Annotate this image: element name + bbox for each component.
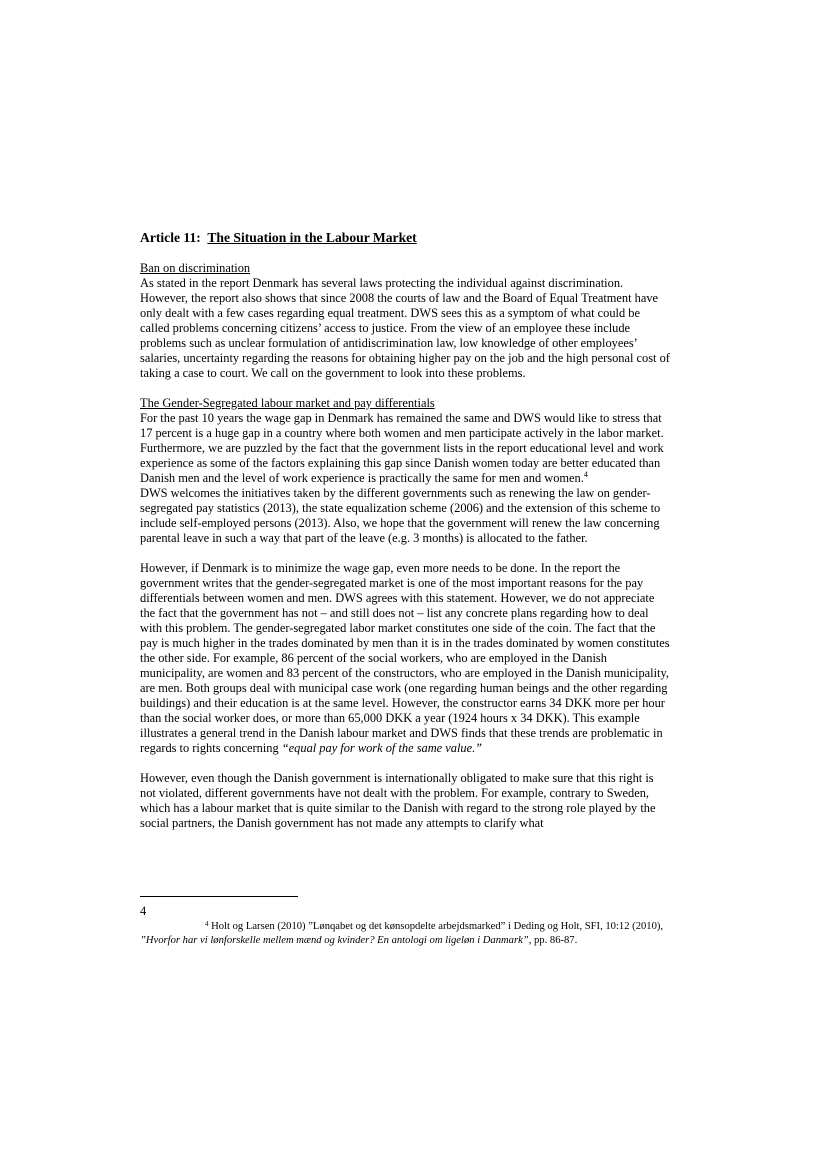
paragraph-initiatives: DWS welcomes the initiatives taken by the different governments such as renewing the law on gender-segregated pay statistics (2013), the state equalization scheme (2006) and the extension of this scheme to include self-employed persons (2013). Also, we hope that the government will renew the law concerning parental leave in such a way that part of the leave (e.g. 3 months) is allocated to the father. bbox=[140, 486, 661, 545]
section-heading-pay-differentials: The Gender-Segregated labour market and pay differentials bbox=[140, 396, 435, 410]
footnote-citation: Holt og Larsen (2010) ”Lønqabet og det kønsopdelte arbejdsmarked” i Deding og Holt, SFI, 10:12 (2010), bbox=[208, 921, 664, 932]
article-title bbox=[140, 229, 670, 247]
footnote-page-mark: 4 bbox=[140, 904, 147, 918]
paragraph-segregated-market-text: However, if Denmark is to minimize the wage gap, even more needs to be done. In the report the government writes that the gender-segregated market is one of the most important reasons for the pay differentials between women and men. DWS agrees with this statement. However, we do not appreciate the fact that the government has not – and still does not – list any concrete plans regarding how to deal with this problem. The gender-segregated labor market constitutes one side of the coin. The fact that the pay is much higher in the trades dominated by men than it is in the trades dominated by women constitutes the other side. For example, 86 percent of the social workers, who are employed in the Danish municipality, are women and 83 percent of the constructors, who are employed in the Danish municipality, are men. Both groups deal with municipal case work (one regarding human beings and the other regarding buildings) and their education is at the same level. However, the constructor earns 34 DKK more per hour than the social worker does, or more than 65,000 DKK a year (1924 hours x 34 DKK). This example illustrates a general trend in the Danish labour market and DWS finds that these trends are problematic in regards to rights concerning bbox=[140, 561, 670, 755]
footnote-pages: , pp. 86-87. bbox=[528, 935, 578, 946]
footnote-book-title: ”Hvorfor har vi lønforskelle mellem mænd og kvinder? En antologi om ligeløn i Danmark” bbox=[140, 935, 529, 946]
article-heading: The Situation in the Labour Market bbox=[207, 230, 417, 245]
paragraph-obligation: However, even though the Danish government is internationally obligated to make sure that this right is not violated, different governments have not dealt with the problem. For example, contrary to Sweden, which has a labour market that is quite similar to the Danish with regard to the strong role played by the social partners, the Danish government has not made any attempts to clarify what bbox=[140, 771, 656, 830]
paragraph-segregated-market bbox=[140, 561, 670, 756]
section-heading-discrimination: Ban on discrimination bbox=[140, 261, 251, 275]
paragraph-discrimination: As stated in the report Denmark has several laws protecting the individual against discrimination. However, the report also shows that since 2008 the courts of law and the Board of Equal Treatment have only dealt with a few cases regarding equal treatment. DWS sees this as a symptom of what could be called problems concerning citizens’ access to justice. From the view of an employee these include problems such as unclear formulation of antidiscrimination law, low knowledge of other employees’ salaries, uncertainty regarding the reasons for obtaining higher pay on the job and the high personal cost of taking a case to court. We call on the government to look into these problems. bbox=[140, 276, 670, 380]
footnote-text bbox=[140, 920, 667, 948]
equal-pay-quote: “equal pay for work of the same value.” bbox=[281, 741, 483, 755]
article-label: Article 11: bbox=[140, 230, 201, 245]
document-page bbox=[140, 229, 670, 831]
paragraph-wage-gap bbox=[140, 411, 670, 486]
footnote-divider bbox=[140, 896, 298, 897]
paragraph-wage-gap-text: For the past 10 years the wage gap in Denmark has remained the same and DWS would like to stress that 17 percent is a huge gap in a country where both women and men participate actively in the labor market. Furthermore, we are puzzled by the fact that the government lists in the report educational level and work experience as some of the factors explaining this gap since Danish women today are better educated than Danish men and the level of work experience is practically the same for men and women. bbox=[140, 411, 664, 485]
footnote-sup: 4 bbox=[205, 920, 209, 928]
footnote-reference: 4 bbox=[583, 470, 588, 479]
